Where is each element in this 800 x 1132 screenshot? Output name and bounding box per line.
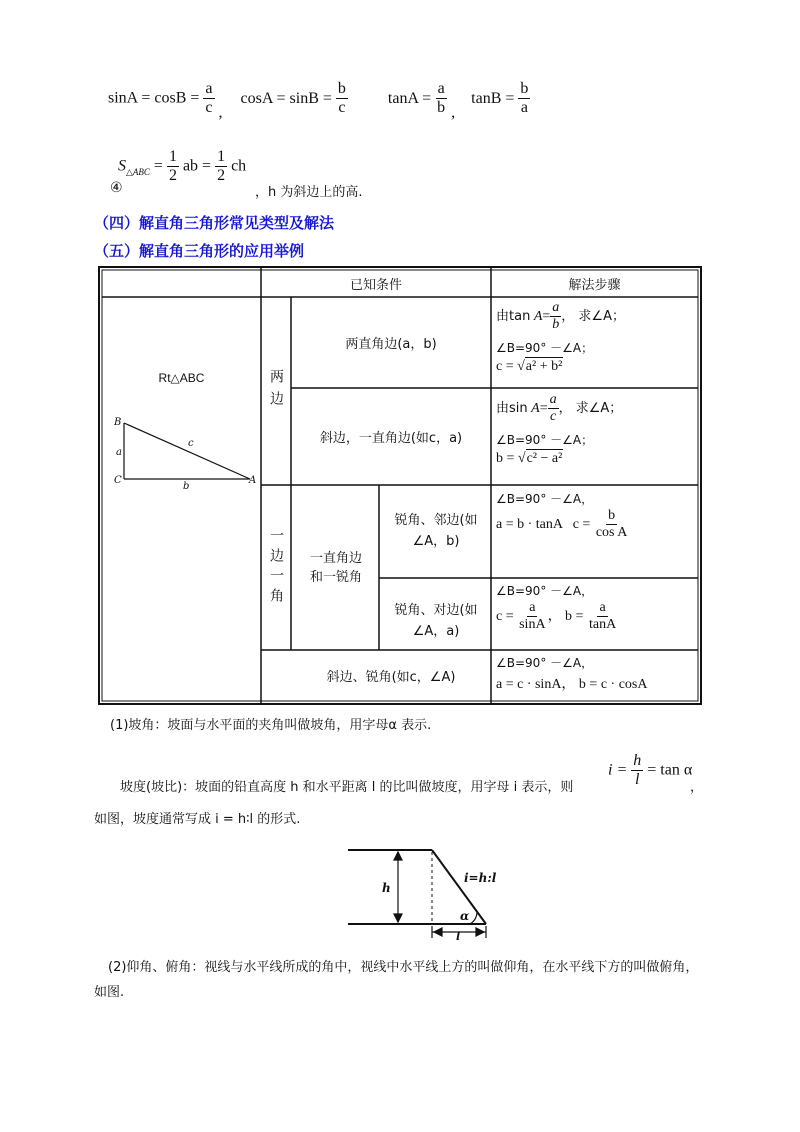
- tri-vertex-a: A: [249, 475, 257, 486]
- rt-label: Rt△ABC: [158, 371, 205, 385]
- row3-condition: 锐角、邻边(如∠A，b): [394, 513, 478, 549]
- row5-solution: ∠B=90° －∠A， a = c · sinA， b = c · cosA: [496, 656, 648, 692]
- group-condition: 一直角边和一锐角: [309, 550, 362, 585]
- item-marker: ④: [110, 180, 123, 196]
- right-triangle-diagram: [108, 411, 258, 491]
- row2-solution: 由sin A= $\frac{a}{c}$ ， 求∠A； ∠B=90° －∠A； b = √c² − a²: [496, 392, 694, 468]
- row1-condition: 两直角边(a，b): [345, 337, 437, 352]
- paragraph-slope-ratio: 坡度(坡比)：坡面的铅直高度 h 和水平距离 l 的比叫做坡度，用字母 i 表示，则: [120, 780, 574, 795]
- slope-diagram: [346, 842, 516, 942]
- one-side-one-angle-label: 一边一角: [268, 527, 284, 608]
- row4-solution: ∠B=90° －∠A， c = $\frac{a}{\sin A}$ ， b = $\frac{a}{\tan A}$: [496, 584, 617, 632]
- heading-five: （五）解直角三角形的应用举例: [94, 242, 305, 260]
- paragraph-slope-form: 如图，坡度通常写成 i = h∶l 的形式.: [94, 812, 301, 827]
- tan-a-expr: tanA =: [387, 89, 432, 107]
- row5-condition: 斜边、锐角(如c，∠A): [326, 670, 456, 685]
- tri-side-c: c: [188, 438, 194, 449]
- fraction-b-c: $\frac{b}{c}$: [337, 80, 346, 117]
- paragraph-slope-ratio-end: ，: [690, 780, 704, 795]
- tri-vertex-b: B: [114, 417, 122, 428]
- two-sides-label: 两边: [268, 369, 284, 413]
- fraction-a-c: $\frac{a}{c}$: [205, 80, 213, 117]
- fig-alpha-label: α: [460, 909, 470, 923]
- tri-side-a: a: [116, 447, 122, 458]
- cos-a-expr: cosA = sinB =: [240, 89, 332, 107]
- row4-condition: 锐角、对边(如∠A，a): [394, 603, 478, 639]
- fraction-a-b: $\frac{a}{b}$: [437, 80, 446, 117]
- slope-formula: i = $\frac{h}{l}$ = tan α: [608, 752, 693, 789]
- paragraph-elevation: (2)仰角、俯角：视线与水平线所成的角中，视线中水平线上方的叫做仰角，在水平线下方的叫做俯角，如图.: [94, 960, 699, 1000]
- tri-vertex-c: C: [114, 475, 122, 486]
- fig-ratio-label: i=h:l: [464, 871, 497, 885]
- paragraph-slope-angle: (1)坡角：坡面与水平面的夹角叫做坡角，用字母α 表示.: [110, 718, 432, 733]
- header-known: 已知条件: [349, 278, 402, 293]
- row2-condition: 斜边，一直角边(如c，a): [319, 431, 463, 446]
- row3-solution: ∠B=90° －∠A， a = b · tanA c = $\frac{b}{\text{cos A}}$: [496, 492, 628, 540]
- tri-side-b: b: [183, 481, 190, 491]
- fraction-b-a: $\frac{b}{a}$: [520, 80, 529, 117]
- header-method: 解法步骤: [568, 278, 621, 293]
- fig-h-label: h: [382, 881, 391, 895]
- solution-table: [98, 266, 702, 706]
- area-note: ，h 为斜边上的高.: [255, 185, 363, 200]
- trig-ratio-line: sinA = cosB = $\frac{a}{c}$ , cosA = sinB = $\frac{b}{c}$ tanA = $\frac{a}{b}$ , tanB = $\frac{b}{a}$: [108, 80, 529, 121]
- tan-b-expr: tanB =: [471, 89, 515, 107]
- fig-l-label: l: [456, 930, 461, 942]
- area-formula: $S_{\triangle ABC}$ = $\frac{1}{2}$ ab = $\frac{1}{2}$ ch: [118, 148, 247, 185]
- row1-solution: 由tan A= $\frac{a}{b}$ ， 求∠A； ∠B=90° －∠A； c = √a² + b²: [496, 300, 694, 376]
- heading-four: （四）解直角三角形常见类型及解法: [94, 214, 335, 232]
- sin-a-expr: sinA = cosB =: [108, 89, 200, 107]
